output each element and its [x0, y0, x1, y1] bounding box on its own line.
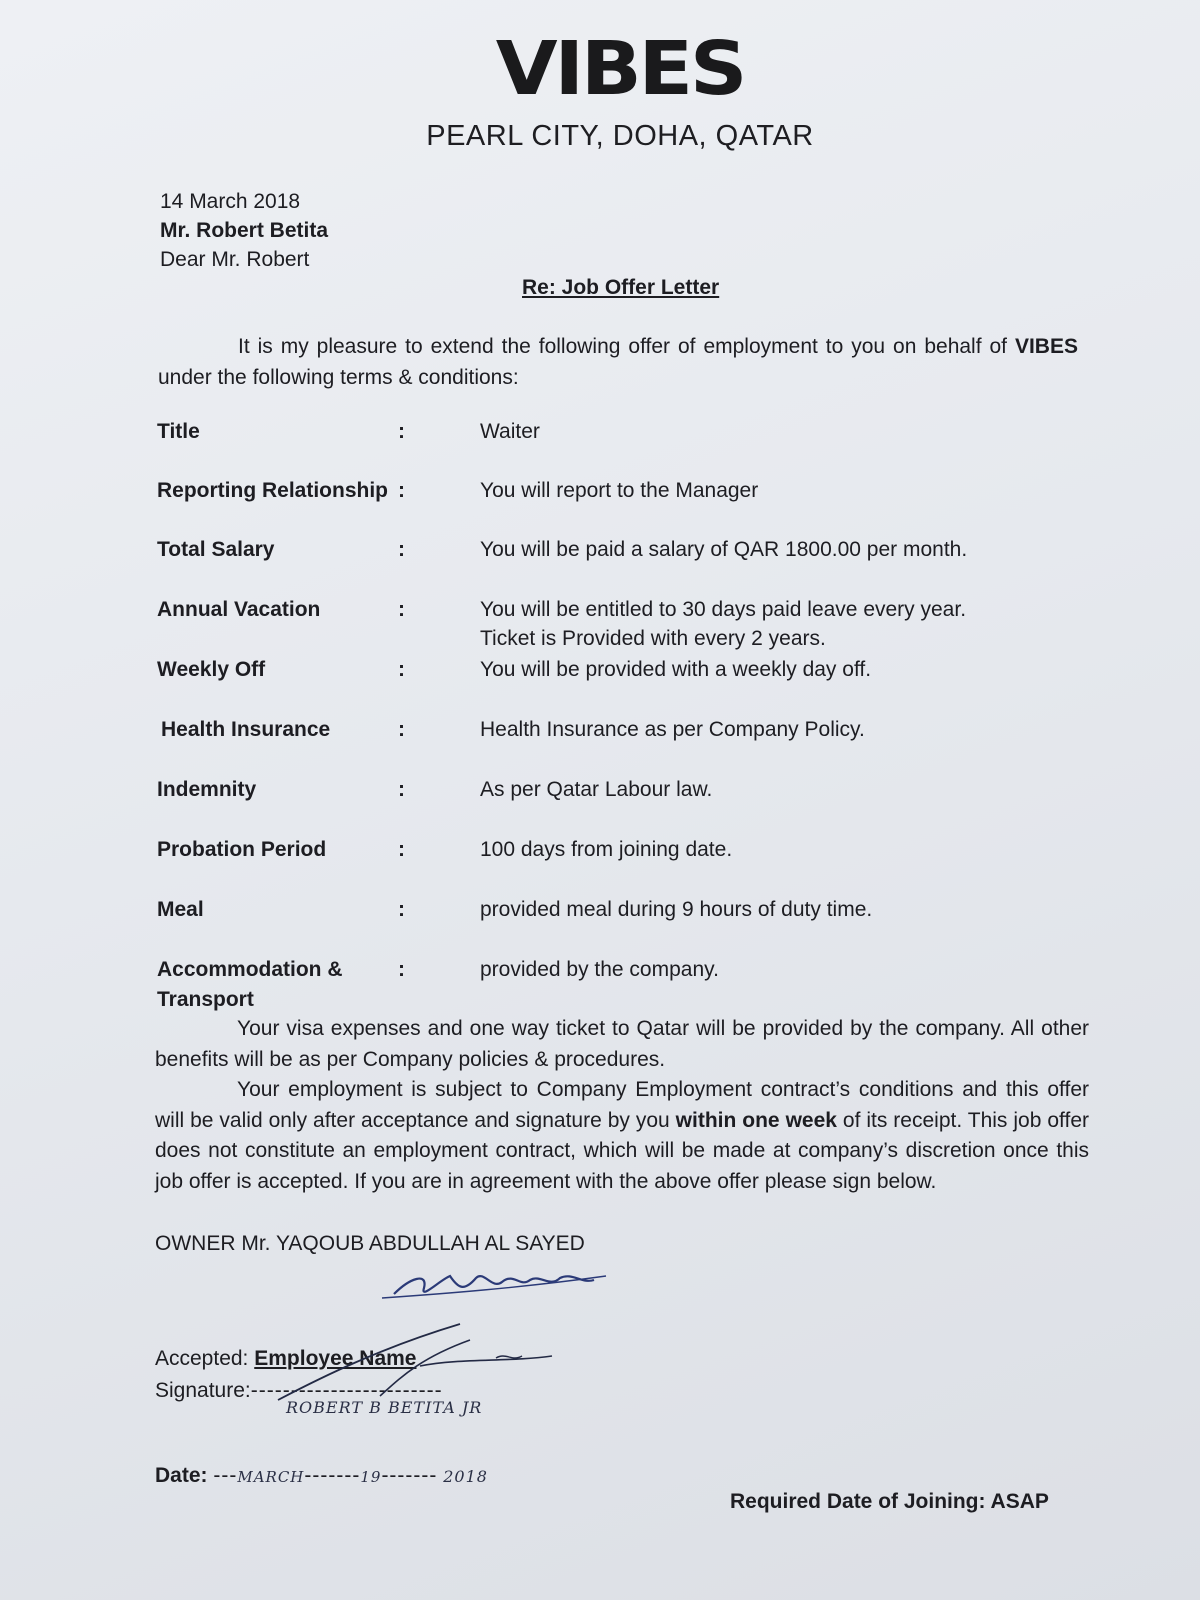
intro-paragraph [158, 332, 1078, 393]
term-label: Weekly Off [157, 658, 266, 681]
term-label-line: Transport [157, 988, 254, 1011]
term-colon: : [398, 479, 405, 502]
term-value: Waiter [480, 420, 540, 443]
employment-text-end: of its receipt. This job offer does not constitute an employment contract, which will be made at company’s discretion once this job offer is accepted. If you are in agreement with the above offer please sign below. [155, 1108, 1089, 1193]
term-colon: : [398, 898, 405, 921]
signature-label: Signature: [155, 1379, 251, 1402]
term-label: Health Insurance [161, 718, 331, 741]
employment-paragraph [155, 1075, 1089, 1197]
employee-handwritten-name: ROBERT B BETITA JR [286, 1398, 483, 1417]
term-value-line: Ticket is Provided with every 2 years. [480, 627, 826, 650]
company-logo: VIBES [495, 26, 745, 112]
term-label-line: Accommodation & [157, 958, 343, 981]
visa-paragraph [155, 1014, 1089, 1075]
intro-text: It is my pleasure to extend the following offer of employment to you on behalf of [238, 335, 1008, 358]
term-colon: : [398, 958, 405, 981]
term-value: You will report to the Manager [480, 479, 759, 502]
date-tail: ------- [381, 1464, 438, 1487]
term-value: 100 days from joining date. [480, 838, 733, 861]
term-label [157, 958, 343, 1012]
term-value: You will be provided with a weekly day off. [480, 658, 872, 681]
date-line: Date: ---MARCH-------19------- 2018 [155, 1464, 488, 1487]
employee-signature [260, 1318, 580, 1408]
term-label: Annual Vacation [157, 598, 321, 621]
visa-text: Your visa expenses and one way ticket to Qatar will be provided by the company. All other benefits will be as per Company policies & procedures. [155, 1017, 1089, 1071]
term-label: Indemnity [157, 778, 257, 801]
owner-signature [380, 1258, 610, 1310]
term-colon: : [398, 658, 405, 681]
intro-text-end: under the following terms & conditions: [158, 365, 519, 389]
term-value-line: You will be entitled to 30 days paid leave every year. [480, 598, 967, 621]
term-value: You will be paid a salary of QAR 1800.00 per month. [480, 538, 968, 561]
date-dashes: --- [213, 1464, 238, 1487]
company-location: PEARL CITY, DOHA, QATAR [426, 120, 814, 152]
term-colon: : [398, 718, 405, 741]
term-value: provided by the company. [480, 958, 719, 981]
term-label: Reporting Relationship [157, 479, 388, 502]
date-label: Date: [155, 1464, 208, 1487]
term-value: provided meal during 9 hours of duty time. [480, 898, 873, 921]
salutation: Dear Mr. Robert [160, 248, 310, 271]
employment-bold-text: within one week [675, 1108, 837, 1132]
term-label: Title [157, 420, 200, 443]
term-value [480, 598, 966, 651]
signature-dashes: ------------------------ [250, 1379, 443, 1402]
term-value: As per Qatar Labour law. [480, 778, 713, 801]
owner-name: OWNER Mr. YAQOUB ABDULLAH AL SAYED [155, 1232, 585, 1255]
term-colon: : [398, 538, 405, 561]
intro-company: VIBES [1014, 335, 1078, 358]
employment-text: Your employment is subject to Company Employment contract’s conditions and this offer will be valid only after acceptance and signature by you [155, 1078, 1089, 1132]
term-label: Probation Period [157, 838, 327, 861]
term-label: Total Salary [157, 538, 275, 561]
handwritten-year: 2018 [443, 1467, 488, 1486]
letter-date: 14 March 2018 [160, 190, 301, 213]
accepted-label: Accepted: [155, 1347, 255, 1370]
term-colon: : [398, 420, 405, 443]
recipient-name: Mr. Robert Betita [160, 219, 329, 242]
term-label: Meal [157, 898, 204, 921]
employee-name-label: Employee Name [254, 1347, 417, 1370]
term-value: Health Insurance as per Company Policy. [480, 718, 865, 741]
term-colon: : [398, 778, 405, 801]
term-colon: : [398, 838, 405, 861]
handwritten-month: MARCH [237, 1468, 305, 1486]
required-joining-date: Required Date of Joining: ASAP [730, 1490, 1049, 1513]
letter-subject: Re: Job Offer Letter [522, 276, 720, 299]
handwritten-day: 19 [360, 1468, 382, 1486]
term-colon: : [398, 598, 405, 621]
